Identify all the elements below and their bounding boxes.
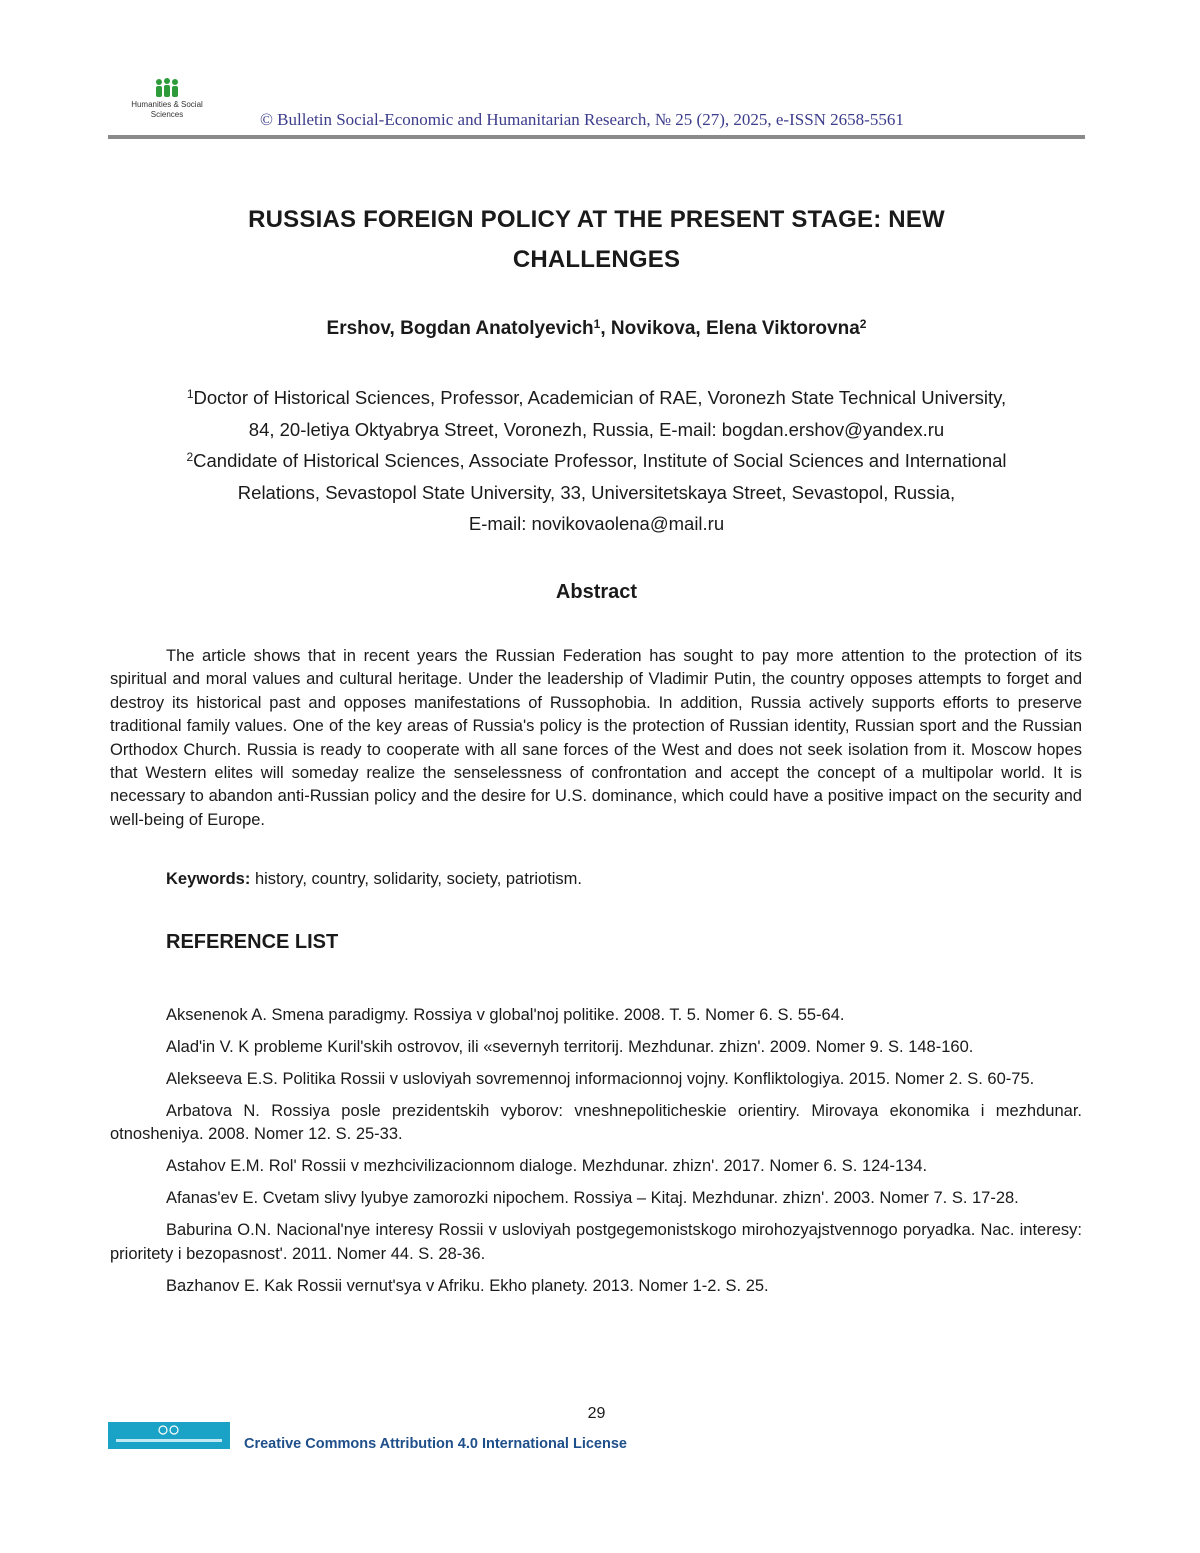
title-line: CHALLENGES: [512, 246, 681, 273]
affiliation-line: [108, 445, 1085, 477]
abstract-heading: Abstract: [555, 581, 638, 603]
keywords: [166, 868, 582, 890]
affiliation-line: 84, 20-letiya Oktyabrya Street, Voronezh, Russia, E-mail: bogdan.ershov@yandex.ru: [248, 418, 945, 440]
paper-title: [108, 200, 1085, 280]
reference-item: Aksenenok A. Smena paradigmy. Rossiya v global'noj politike. 2008. T. 5. Nomer 6. S. 55-64.: [166, 1006, 845, 1024]
people-logo-icon: [152, 78, 182, 98]
keywords-list: history, country, solidarity, society, patriotism.: [250, 870, 582, 888]
reference-item: Astahov E.M. Rol' Rossii v mezhcivilizacionnom dialoge. Mezhdunar. zhizn'. 2017. Nomer 6. S. 124-134.: [166, 1157, 928, 1176]
affiliation-marker: 1: [186, 387, 194, 401]
reference-item: Baburina O.N. Nacional'nye interesy Rossii v usloviyah postgegemonistskogo mirohozyajstvennogo poryadka. Nac. interesy: prioritety i bezopasnost'. 2011. Nomer 44. S. 28-36.: [110, 1221, 1082, 1263]
affiliation-text: Candidate of Historical Sciences, Associate Professor, Institute of Social Sciences and International: [193, 450, 1007, 471]
title-line: RUSSIAS FOREIGN POLICY AT THE PRESENT STAGE: NEW: [248, 206, 945, 233]
journal-header: [108, 78, 1085, 140]
logo-text-line: Sciences: [150, 110, 184, 119]
author-name: Ershov, Bogdan Anatolyevich: [326, 318, 594, 339]
affiliation-line: E-mail: novikovaolena@mail.ru: [468, 513, 725, 534]
reference-item: Bazhanov E. Kak Rossii vernut'sya v Afriku. Ekho planety. 2013. Nomer 1-2. S. 25.: [166, 1276, 769, 1295]
author-separator: ,: [600, 318, 611, 339]
reference-item: Afanas'ev E. Cvetam slivy lyubye zamorozki nipochem. Rossiya – Kitaj. Mezhdunar. zhizn'. 2003. Nomer 7. S. 17-28.: [166, 1189, 1019, 1208]
cc-by-icon: [158, 1425, 180, 1435]
author-affiliation-marker: 1: [593, 317, 601, 331]
header-divider: [108, 135, 1085, 139]
reference-item: Alekseeva E.S. Politika Rossii v usloviyah sovremennoj informacionnoj vojny. Konfliktologiya. 2015. Nomer 2. S. 60-75.: [166, 1070, 1035, 1088]
keywords-label: Keywords:: [166, 870, 251, 888]
logo-text-line: Humanities & Social: [131, 100, 203, 109]
cc-badge-caption: [116, 1439, 222, 1442]
affiliation-text: Doctor of Historical Sciences, Professor, Academician of RAE, Voronezh State Technical University,: [193, 387, 1007, 408]
cc-license-badge: [108, 1422, 230, 1449]
reference-list: [110, 1004, 1082, 1307]
affiliations: [108, 382, 1085, 540]
reference-item: Arbatova N. Rossiya posle prezidentskih vyborov: vneshnepoliticheskie orientiry. Mirovaya ekonomika i mezhdunar. otnosheniya. 2008. Nomer 12. S. 25-33.: [110, 1102, 1082, 1144]
authors: [108, 316, 1085, 342]
journal-logo: [122, 78, 212, 120]
affiliation-line: [108, 382, 1085, 414]
affiliation-marker: 2: [186, 450, 194, 464]
reference-item: Alad'in V. K probleme Kuril'skih ostrovov, ili «severnyh territorij. Mezhdunar. zhizn'. 2009. Nomer 9. S. 148-160.: [166, 1038, 974, 1056]
reference-list-heading: REFERENCE LIST: [166, 931, 339, 953]
license-text: Creative Commons Attribution 4.0 International License: [244, 1436, 627, 1452]
abstract-text: The article shows that in recent years the Russian Federation has sought to pay more attention to the protection of its spiritual and moral values and cultural heritage. Under the leadership of Vladimir Putin, the country opposes attempts to forget and destroy its historical past and opposes manifestations of Russophobia. In addition, Russia actively supports efforts to preserve traditional family values. One of the key areas of Russia's policy is the protection of Russian identity, Russian sport and the Russian Orthodox Church. Russia is ready to cooperate with all sane forces of the West and does not seek isolation from it. Moscow hopes that Western elites will someday realize the senselessness of confrontation and accept the concept of a multipolar world. It is necessary to abandon anti-Russian policy and the desire for U.S. dominance, which could have a positive impact on the security and well-being of Europe.: [110, 647, 1082, 829]
journal-citation: © Bulletin Social-Economic and Humanitarian Research, № 25 (27), 2025, e-ISSN 2658-5561: [260, 110, 904, 129]
logo-text: [122, 100, 212, 120]
page-number: 29: [587, 1405, 606, 1422]
author-affiliation-marker: 2: [859, 317, 867, 331]
author-name: Novikova, Elena Viktorovna: [610, 318, 860, 339]
affiliation-line: Relations, Sevastopol State University, 33, Universitetskaya Street, Sevastopol, Russia,: [237, 481, 956, 503]
